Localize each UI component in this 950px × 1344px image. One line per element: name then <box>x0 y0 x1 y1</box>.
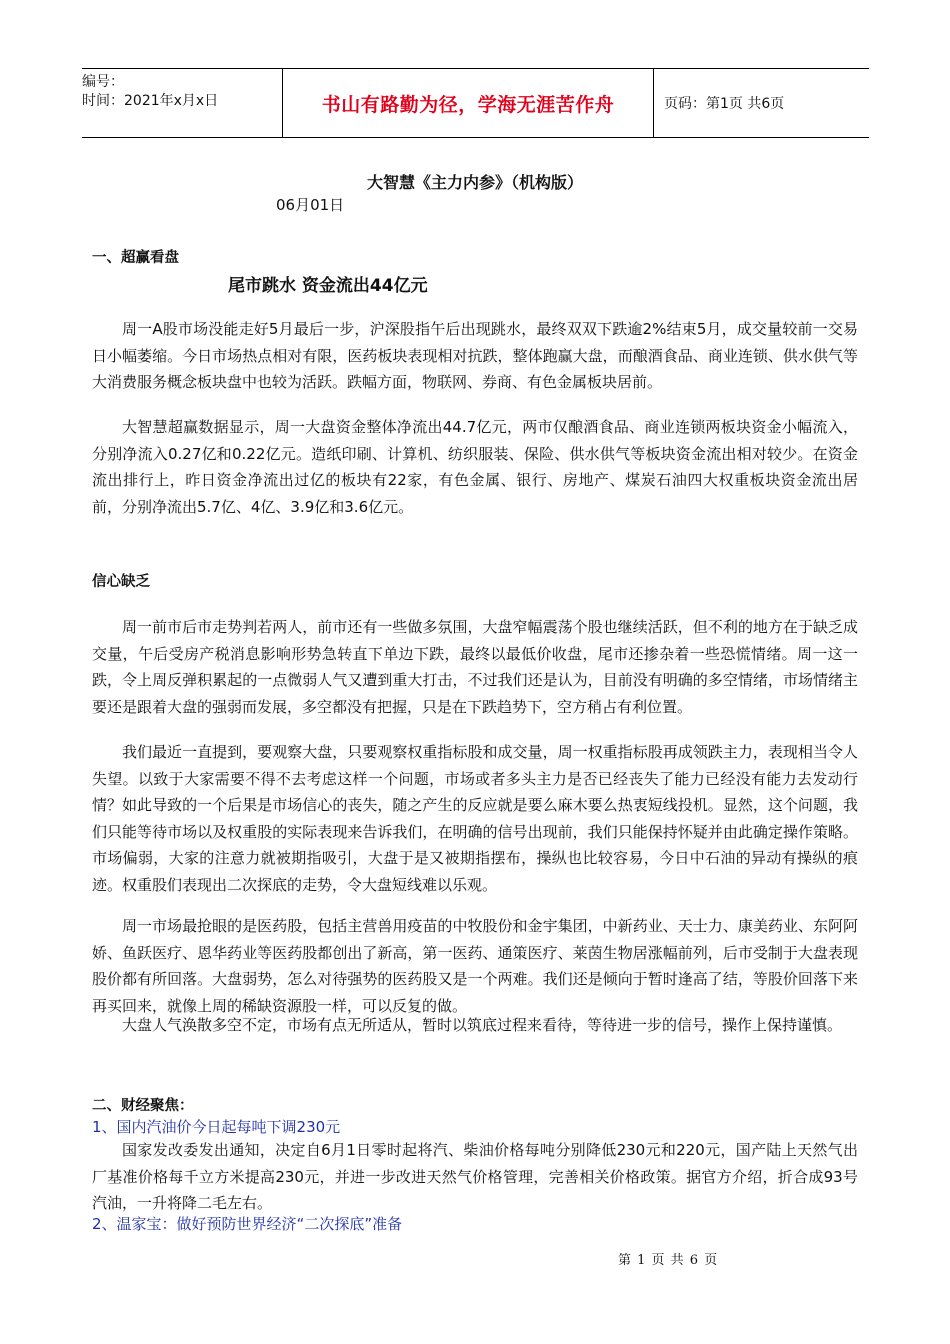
header-page-info: 页码：第1页 共6页 <box>664 96 785 112</box>
time-label: 时间：2021年x月x日 <box>82 93 219 109</box>
paragraph: 周一市场最抢眼的是医药股，包括主营兽用疫苗的中牧股份和金宇集团，中新药业、天士力、康美药业、东阿阿娇、鱼跃医疗、恩华药业等医药股都创出了新高，第一医药、通策医疗、莱茵生物居涨幅前列，后市受制于大盘表现股价都有所回落。大盘弱势，怎么对待强势的医药股又是一个两难。我们还是倾向于暂时逢高了结，等股价回落下来再买回来，就像上周的稀缺资源股一样，可以反复的做。 <box>92 917 858 1015</box>
number-label: 编号： <box>82 74 124 90</box>
document-title: 大智慧《主力内参》（机构版） <box>366 173 583 192</box>
paragraph: 大智慧超赢数据显示，周一大盘资金整体净流出44.7亿元，两市仅酿酒食品、商业连锁两板块资金小幅流入，分别净流入0.27亿和0.22亿元。造纸印刷、计算机、纺织服装、保险、供水供气等板块资金流出相对较少。在资金流出排行上，昨日资金净流出过亿的板块有22家，有色金属、银行、房地产、煤炭石油四大权重板块资金流出居前，分别净流出5.7亿、4亿、3.9亿和3.6亿元。 <box>92 418 858 516</box>
paragraph: 大盘人气涣散多空不定，市场有点无所适从，暂时以筑底过程来看待，等待进一步的信号，操作上保持谨慎。 <box>122 1016 843 1034</box>
section2-heading: 二、财经聚焦： <box>92 1098 194 1114</box>
header-table <box>82 68 869 138</box>
news-headline-1[interactable]: 1、国内汽油价今日起每吨下调230元 <box>92 1118 341 1136</box>
header-meta <box>82 69 282 137</box>
news-body-1: 国家发改委发出通知，决定自6月1日零时起将汽、柴油价格每吨分别降低230元和220元，国产陆上天然气出厂基准价格每千立方米提高230元，并进一步改进天然气价格管理，完善相关价格政策。据官方介绍，折合成93号汽油，一升将降二毛左右。 <box>92 1141 858 1212</box>
section1-heading: 一、超赢看盘 <box>92 250 179 266</box>
header-motto: 书山有路勤为径，学海无涯苦作舟 <box>282 69 654 137</box>
document-date: 06月01日 <box>276 196 345 214</box>
page-footer: 第 1 页 共 6 页 <box>618 1253 719 1268</box>
paragraph: 周一前市后市走势判若两人，前市还有一些做多氛围，大盘窄幅震荡个股也继续活跃，但不利的地方在于缺乏成交量，午后受房产税消息影响形势急转直下单边下跌，最终以最低价收盘，尾市还掺杂着一些恐慌情绪。周一这一跌，令上周反弹积累起的一点微弱人气又遭到重大打击，不过我们还是认为，目前没有明确的多空情绪，市场情绪主要还是跟着大盘的强弱而发展，多空都没有把握，只是在下跌趋势下，空方稍占有利位置。 <box>92 618 858 716</box>
paragraph: 我们最近一直提到，要观察大盘，只要观察权重指标股和成交量，周一权重指标股再成领跌主力，表现相当令人失望。以致于大家需要不得不去考虑这样一个问题，市场或者多头主力是否已经丧失了能力已经没有能力去发动行情？如此导致的一个后果是市场信心的丧失，随之产生的反应就是要么麻木要么热衷短线投机。显然，这个问题，我们只能等待市场以及权重股的实际表现来告诉我们，在明确的信号出现前，我们只能保持怀疑并由此确定操作策略。市场偏弱，大家的注意力就被期指吸引，大盘于是又被期指摆布，操纵也比较容易，今日中石油的异动有操纵的痕迹。权重股们表现出二次探底的走势，令大盘短线难以乐观。 <box>92 743 858 894</box>
section-confidence-heading: 信心缺乏 <box>92 574 150 590</box>
section1-subtitle: 尾市跳水 资金流出44亿元 <box>228 276 428 296</box>
paragraph: 周一A股市场没能走好5月最后一步，沪深股指午后出现跳水，最终双双下跌逾2%结束5月，成交量较前一交易日小幅萎缩。今日市场热点相对有限，医药板块表现相对抗跌，整体跑赢大盘，而酿酒食品、商业连锁、供水供气等大消费服务概念板块盘中也较为活跃。跌幅方面，物联网、券商、有色金属板块居前。 <box>92 320 858 391</box>
news-headline-2[interactable]: 2、温家宝：做好预防世界经济“二次探底”准备 <box>92 1215 403 1233</box>
